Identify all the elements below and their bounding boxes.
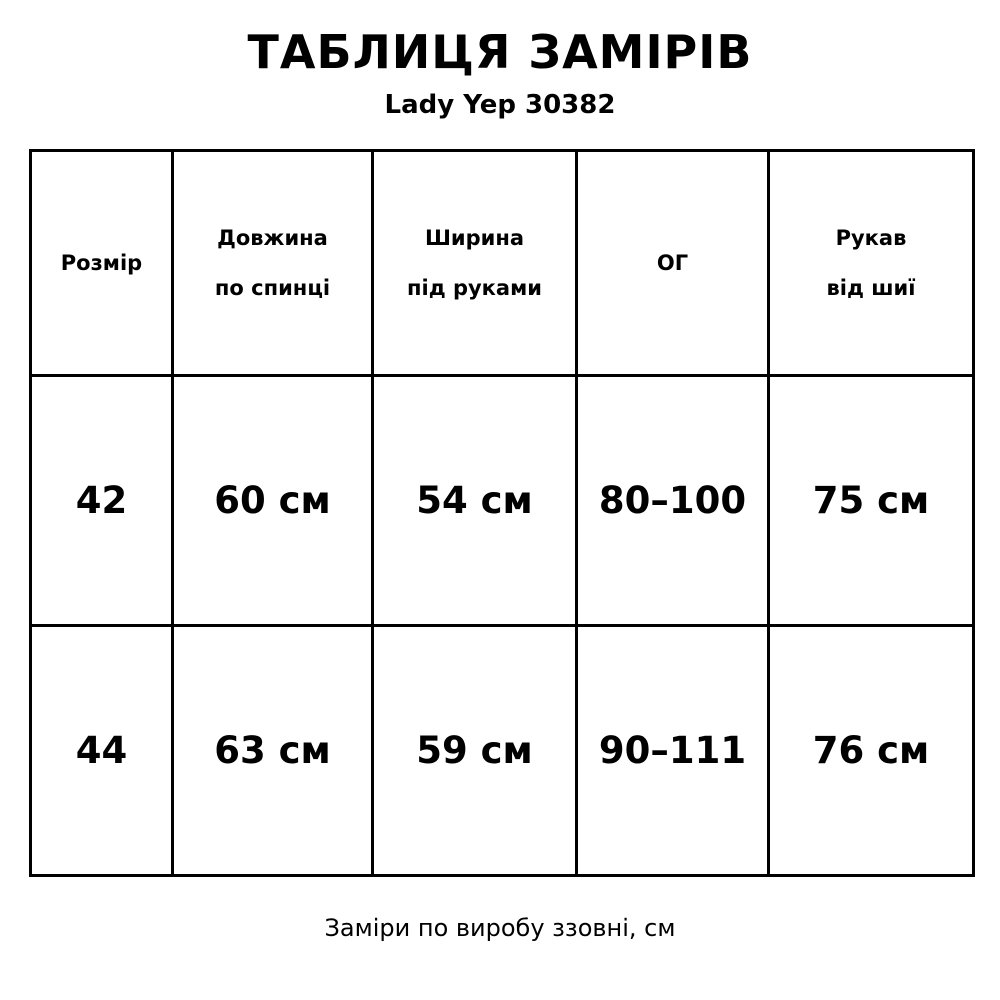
table-row xyxy=(31,626,974,876)
column-header-back-length xyxy=(173,151,373,376)
column-header-sleeve xyxy=(769,151,974,376)
column-header-label: Рукав xyxy=(835,226,907,250)
cell-sleeve: 76 см xyxy=(769,626,974,876)
product-name: Lady Yep 30382 xyxy=(384,90,616,120)
column-header-label-line2: під руками xyxy=(406,276,542,300)
cell-size: 44 xyxy=(31,626,173,876)
column-header-armpit-width xyxy=(373,151,577,376)
column-header-label: Довжина xyxy=(217,226,328,250)
measurement-note: Заміри по виробу ззовні, см xyxy=(324,914,676,942)
table-row xyxy=(31,376,974,626)
column-header-size xyxy=(31,151,173,376)
column-header-chest xyxy=(577,151,769,376)
cell-armpit-width: 54 см xyxy=(373,376,577,626)
size-chart-table xyxy=(29,149,975,877)
page-title: ТАБЛИЦЯ ЗАМІРІВ xyxy=(247,25,753,79)
cell-back-length: 63 см xyxy=(173,626,373,876)
cell-sleeve: 75 см xyxy=(769,376,974,626)
column-header-label-line2: по спинці xyxy=(214,276,331,300)
cell-chest: 90–111 xyxy=(577,626,769,876)
column-header-label: ОГ xyxy=(656,251,689,275)
column-header-label: Розмір xyxy=(60,251,143,275)
cell-back-length: 60 см xyxy=(173,376,373,626)
cell-size: 42 xyxy=(31,376,173,626)
cell-armpit-width: 59 см xyxy=(373,626,577,876)
column-header-label: Ширина xyxy=(424,226,525,250)
column-header-label-line2: від шиї xyxy=(826,276,916,300)
table-header-row xyxy=(31,151,974,376)
cell-chest: 80–100 xyxy=(577,376,769,626)
